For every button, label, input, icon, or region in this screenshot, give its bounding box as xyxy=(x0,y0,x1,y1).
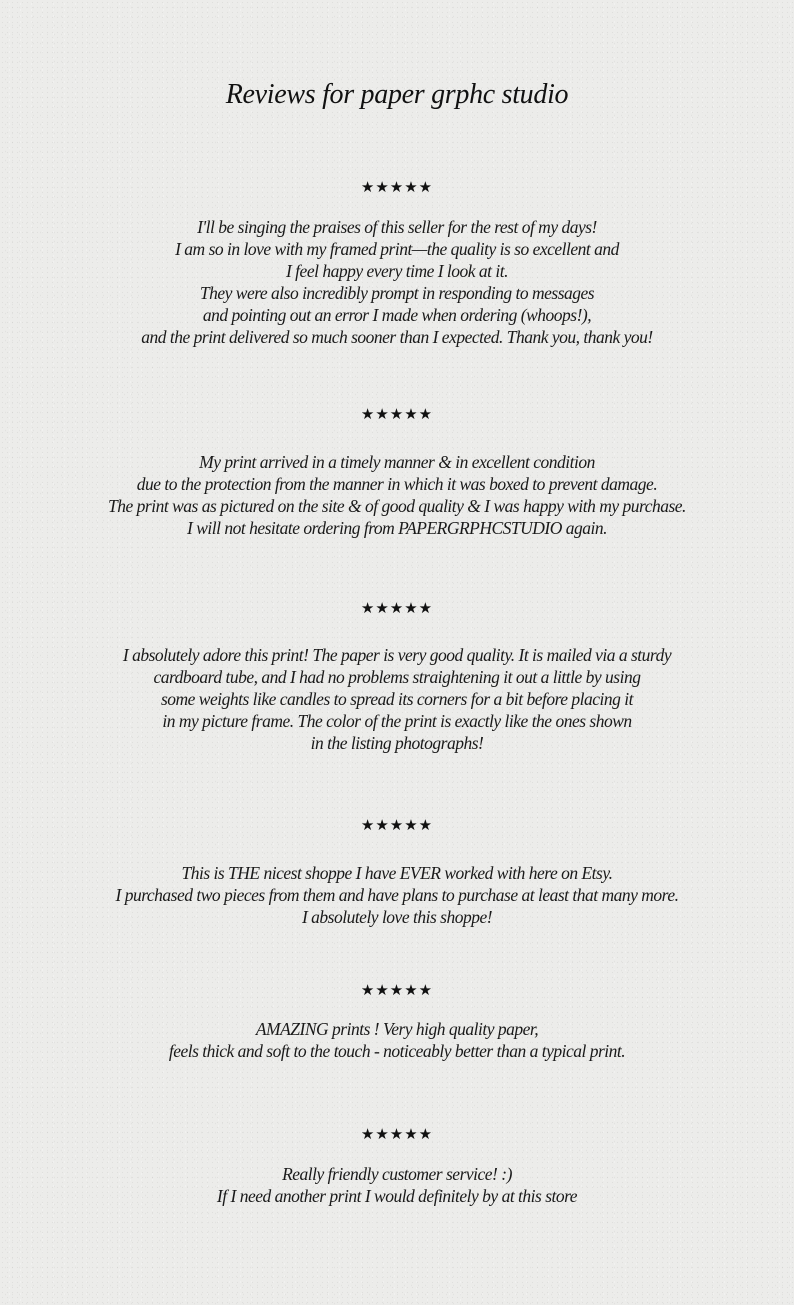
review-line: and pointing out an error I made when ordering (whoops!), xyxy=(202,305,592,325)
star-rating: ★★★★★ xyxy=(360,1125,434,1143)
review-line: This is THE nicest shoppe I have EVER worked with here on Etsy. xyxy=(181,863,613,883)
review-line: If I need another print I would definitely by at this store xyxy=(216,1186,578,1206)
review-line: I purchased two pieces from them and have plans to purchase at least that many more. xyxy=(115,885,679,905)
review-text xyxy=(0,644,794,754)
review-line: AMAZING prints ! Very high quality paper, xyxy=(255,1019,539,1039)
star-rating: ★★★★★ xyxy=(360,599,434,617)
page-title: Reviews for paper grphc studio xyxy=(225,79,569,110)
review-text xyxy=(0,1163,794,1207)
review-line: in my picture frame. The color of the print is exactly like the ones shown xyxy=(162,711,632,731)
review-line: Really friendly customer service! :) xyxy=(282,1164,512,1184)
star-rating: ★★★★★ xyxy=(360,981,434,999)
review-line: I feel happy every time I look at it. xyxy=(285,261,509,281)
review-line: I absolutely love this shoppe! xyxy=(301,907,493,927)
review-3 xyxy=(0,599,794,754)
review-line: My print arrived in a timely manner & in excellent condition xyxy=(199,452,595,472)
review-6 xyxy=(0,1125,794,1207)
review-line: I'll be singing the praises of this seller for the rest of my days! xyxy=(197,217,597,237)
review-line: I will not hesitate ordering from PAPERGRPHCSTUDIO again. xyxy=(187,518,607,538)
review-2 xyxy=(0,405,794,539)
review-text xyxy=(0,216,794,348)
star-rating: ★★★★★ xyxy=(360,816,434,834)
review-1 xyxy=(0,178,794,348)
review-line: I absolutely adore this print! The paper is very good quality. It is mailed via a sturdy xyxy=(122,645,672,665)
star-rating: ★★★★★ xyxy=(360,405,434,423)
star-rating: ★★★★★ xyxy=(360,178,434,196)
review-line: I am so in love with my framed print—the quality is so excellent and xyxy=(175,239,619,259)
review-line: feels thick and soft to the touch - noticeably better than a typical print. xyxy=(168,1041,626,1061)
review-text xyxy=(0,1018,794,1062)
review-text xyxy=(0,862,794,928)
review-line: They were also incredibly prompt in responding to messages xyxy=(199,283,595,303)
review-line: some weights like candles to spread its corners for a bit before placing it xyxy=(160,689,634,709)
review-text xyxy=(0,451,794,539)
review-4 xyxy=(0,816,794,928)
review-line: in the listing photographs! xyxy=(310,733,484,753)
review-line: cardboard tube, and I had no problems straightening it out a little by using xyxy=(153,667,641,687)
review-5 xyxy=(0,981,794,1062)
review-line: due to the protection from the manner in which it was boxed to prevent damage. xyxy=(136,474,658,494)
review-line: and the print delivered so much sooner than I expected. Thank you, thank you! xyxy=(141,327,653,347)
review-line: The print was as pictured on the site & of good quality & I was happy with my purchase. xyxy=(108,496,686,516)
